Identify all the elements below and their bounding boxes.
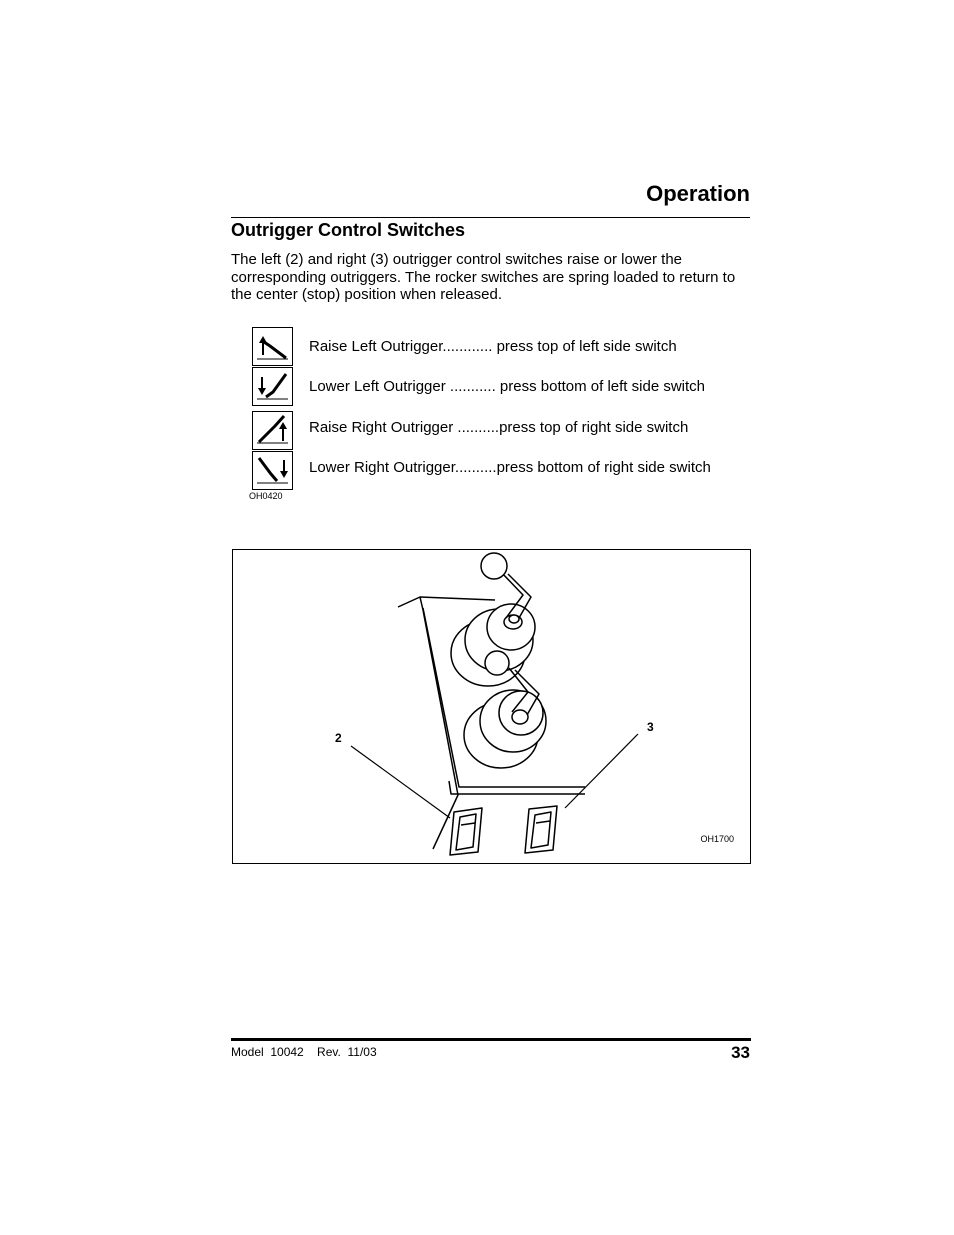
footer-divider	[231, 1038, 751, 1041]
callout-right-switch: 3	[647, 720, 654, 734]
control-description: Raise Right Outrigger ..........press top of right side switch	[309, 419, 689, 436]
control-description: Lower Right Outrigger..........press bottom of right side switch	[309, 459, 711, 476]
control-description: Raise Left Outrigger............ press top of left side switch	[309, 338, 677, 355]
callout-left-switch: 2	[335, 731, 342, 745]
lower-left-outrigger-icon	[252, 367, 293, 406]
title-divider	[231, 217, 750, 218]
outrigger-switch-figure	[232, 549, 751, 864]
intro-paragraph: The left (2) and right (3) outrigger control switches raise or lower the corresponding outriggers. The rocker switches are spring loaded to return to the center (stop) position when released.	[231, 251, 736, 304]
subsection-title: Outrigger Control Switches	[231, 220, 466, 240]
lower-right-outrigger-icon	[252, 451, 293, 490]
raise-right-outrigger-icon	[252, 411, 293, 450]
section-title: Operation	[646, 181, 750, 206]
raise-left-outrigger-icon	[252, 327, 293, 366]
figure-code: OH1700	[700, 834, 734, 844]
page-number: 33	[731, 1043, 750, 1062]
control-panel-illustration	[233, 550, 750, 863]
symbol-figure-code: OH0420	[249, 491, 283, 501]
control-description: Lower Left Outrigger ........... press bottom of left side switch	[309, 378, 705, 395]
footer-model-revision: Model 10042 Rev. 11/03	[231, 1045, 377, 1059]
